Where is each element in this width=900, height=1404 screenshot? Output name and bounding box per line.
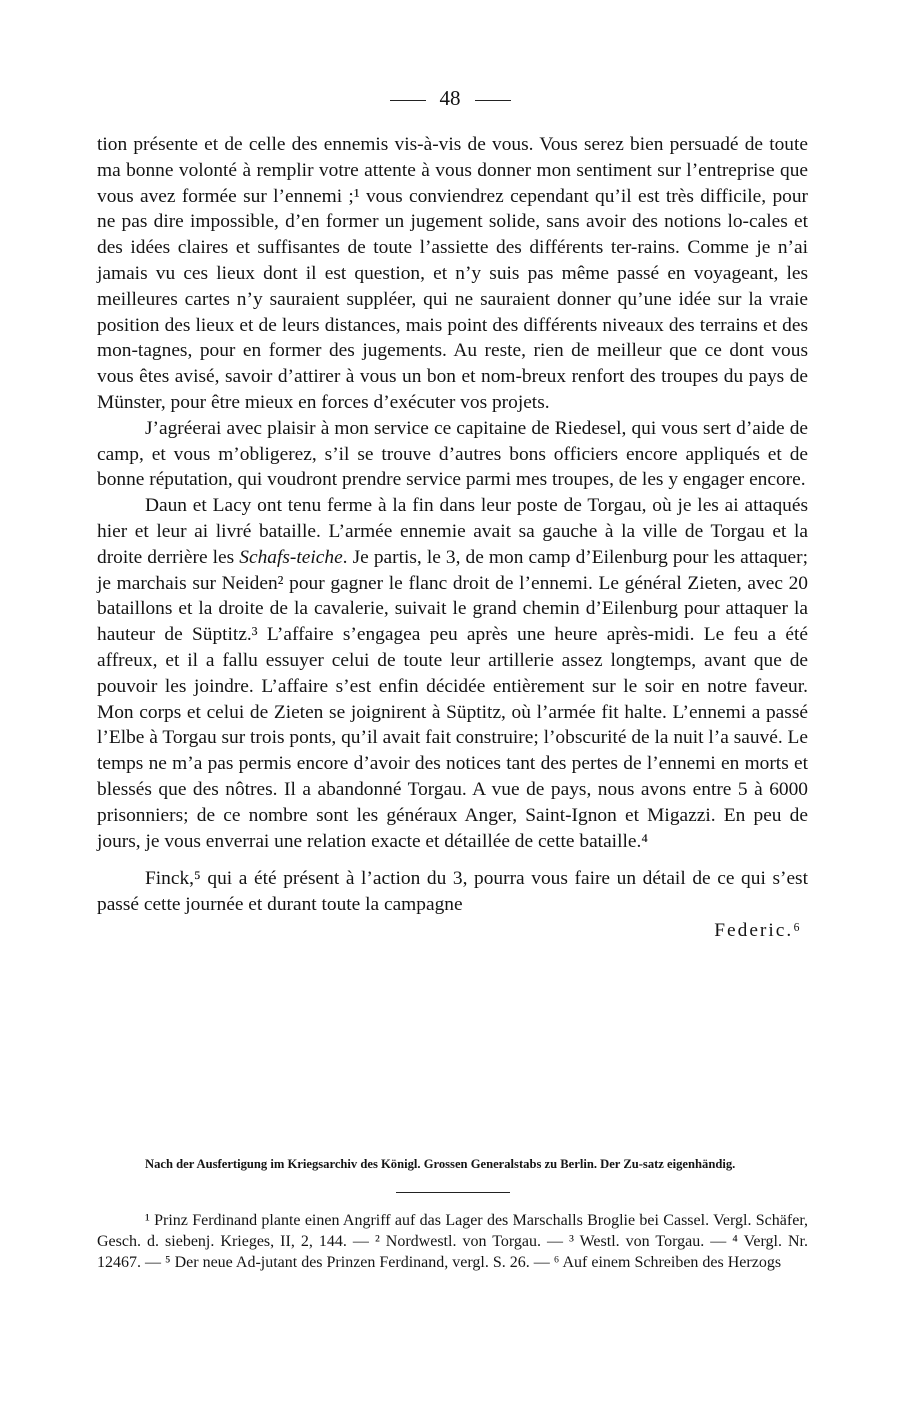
footnotes: ¹ Prinz Ferdinand plante einen Angriff auf das Lager des Marschalls Broglie bei Cassel. Vergl. Schäfer, Gesch. d. siebenj. Krieges, II, 2, 144. — ² Nordwestl. von Torgau. — ³ Westl. von Torgau. — ⁴ Vergl. Nr. 12467. — ⁵ Der neue Ad-jutant des Prinzen Ferdinand, vergl. S. 26. — ⁶ Auf einem Schreiben des Herzogs	[97, 1212, 808, 1271]
paragraph-3	[97, 493, 808, 854]
header-dash-right	[475, 100, 511, 101]
page-header	[0, 84, 900, 112]
paragraph-3-part-a: Daun et Lacy ont tenu ferme à la fin dans leur poste de Torgau, où je les ai attaqués hier et leur ai livré bataille. L’armée ennemie avait sa gauche à la ville de Torgau et la droite derrière les	[97, 495, 808, 568]
letter-body	[97, 132, 808, 944]
paragraph-2: J’agréerai avec plaisir à mon service ce capitaine de Riedesel, qui vous sert d’aide de camp, et vous m’obligerez, s’il se trouve d’autres bons officiers encore appliqués et de bonne réputation, qui voudront prendre service parmi mes troupes, de les y engager encore.	[97, 417, 808, 491]
page-number: 48	[439, 86, 461, 110]
footnote-rule	[396, 1192, 510, 1193]
header-dash-left	[390, 100, 426, 101]
paragraph-3-part-b: . Je partis, le 3, de mon camp d’Eilenburg pour les attaquer; je marchais sur Neiden² pour gagner le flanc droit de l’ennemi. Le général Zieten, avec 20 bataillons et la droite de la cavalerie, suivait le grand chemin d’Eilenburg pour attaquer la hauteur de Süptitz.³ L’affaire s’engagea peu après une heure après-midi. Le feu a été affreux, et il a fallu essuyer celui de toute leur artillerie assez longtemps, avant que de pouvoir les joindre. L’affaire s’est enfin décidée entièrement sur le soir en notre faveur. Mon corps et celui de Zieten se joignirent à Süptitz, où l’armée fit halte. L’ennemi a passé l’Elbe à Torgau sur trois ponts, qu’il avait fait construire; l’obscurité de la nuit l’a sauvé. Le temps ne m’a pas permis encore d’avoir des notices tant des pertes de l’ennemi en morts et blessés que des nôtres. Il a abandonné Torgau. A vue de pays, nous avons entre 5 à 6000 prisonniers; de ce nombre sont les généraux Anger, Saint-Ignon et Migazzi. En peu de jours, je vous enverrai une relation exacte et détaillée de cette bataille.⁴	[97, 546, 808, 852]
paragraph-4: Finck,⁵ qui a été présent à l’action du 3, pourra vous faire un détail de ce qui s’est passé cette journée et durant toute la campagne	[97, 868, 808, 916]
paragraph-1: tion présente et de celle des ennemis vis-à-vis de vous. Vous serez bien persuadé de toute ma bonne volonté à remplir votre attente à vous donner mon sentiment sur l’entreprise que vous avez formée sur l’ennemi ;¹ vous conviendrez cependant qu’il est très difficile, pour ne pas dire impossible, d’en former un jugement solide, sans avoir des notions lo-cales et des idées claires et suffisantes de toute l’assiette des différents ter-rains. Comme je n’ai jamais vu ces lieux dont il est question, et n’y suis pas même passé en voyageant, les meilleures cartes n’y sauraient suppléer, qui ne sauraient donner qu’une idée sur la vraie position des lieux et de leurs distances, mais point des différents niveaux des terrains et des mon-tagnes, pour en former des jugements. Au reste, rien de meilleur que ce dont vous vous êtes avisé, savoir d’attirer à vous un bon et nom-breux renfort des troupes du pays de Münster, pour être mieux en forces d’exécuter vos projets.	[97, 134, 808, 413]
source-note: Nach der Ausfertigung im Kriegsarchiv des Königl. Grossen Generalstabs zu Berlin. Der Zu-satz eigenhändig.	[145, 1157, 736, 1171]
signature: Federic.⁶	[714, 919, 802, 941]
place-name-italic: Schafs-teiche	[239, 546, 343, 568]
